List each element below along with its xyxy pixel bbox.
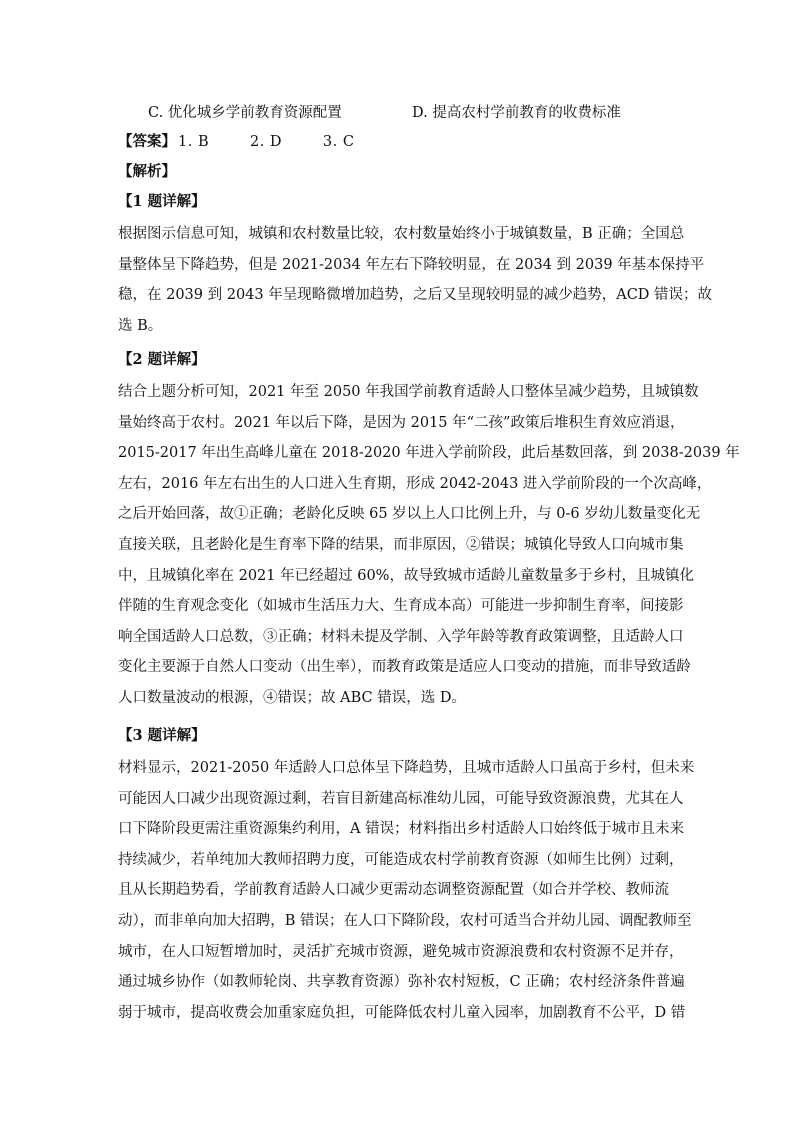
q3-line: 口下降阶段更需注重资源集约利用，A 错误；材料指出乡村适龄人口始终低于城市且未来 [118,821,685,838]
q1-line: 稳，在 2039 到 2043 年呈现略微增加趋势，之后又呈现较明显的减少趋势，ACD 错误；故 [118,287,713,304]
answer-label: 【答案】 [118,133,176,150]
q2-line: 2015-2017 年出生高峰儿童在 2018-2020 年进入学前阶段，此后基数回落，到 2038-2039 年 [118,445,740,462]
q3-heading: 【3 题详解】 [118,727,206,744]
options-row [148,100,708,126]
option-d: D. 提高农村学前教育的收费标准 [412,105,621,121]
q3-line: 动），而非单向加大招聘，B 错误；在人口下降阶段，农村可适当合并幼儿园、调配教师至 [118,912,692,929]
q3-line: 且从长期趋势看，学前教育适龄人口减少更需动态调整资源配置（如合并学校、教师流 [118,882,669,899]
q2-line: 中，且城镇化率在 2021 年已经超过 60%，故导致城市适龄儿童数量多于乡村，且城镇化 [118,567,694,584]
answer-line [118,128,354,156]
analysis-heading: 【解析】 [118,163,176,180]
q1-heading: 【1 题详解】 [118,193,206,210]
answer-value: 1. B 2. D 3. C [178,134,355,150]
q2-line: 响全国适龄人口总数，③正确；材料未提及学制、入学年龄等教育政策调整，且适龄人口 [118,628,684,645]
q2-line: 结合上题分析可知，2021 年至 2050 年我国学前教育适龄人口整体呈减少趋势，且城镇数 [118,384,699,400]
q3-line: 材料显示，2021-2050 年适龄人口总体呈下降趋势，且城市适龄人口虽高于乡村，但未来 [118,760,695,776]
q3-line: 通过城乡协作（如教师轮岗、共享教育资源）弥补农村短板，C 正确；农村经济条件普遍 [118,974,685,991]
q2-line: 人口数量波动的根源，④错误；故 ABC 错误，选 D。 [118,689,466,706]
q2-line: 之后开始回落，故①正确；老龄化反映 65 岁以上人口比例上升，与 0-6 岁幼儿数量变化无 [118,506,701,523]
q2-paragraph [118,377,740,714]
q2-heading: 【2 题详解】 [118,351,206,368]
q3-paragraph [118,753,695,1028]
option-c: C. 优化城乡学前教育资源配置 [148,105,342,121]
q2-line: 量始终高于农村。2021 年以后下降，是因为 2015 年“二孩”政策后堆积生育效应消退， [118,414,685,431]
q2-line: 伴随的生育观念变化（如城市生活压力大、生育成本高）可能进一步抑制生育率，间接影 [118,598,684,615]
q3-line: 城市，在人口短暂增加时，灵活扩充城市资源，避免城市资源浪费和农村资源不足并存， [118,943,684,960]
q3-line: 弱于城市，提高收费会加重家庭负担，可能降低农村儿童入园率，加剧教育不公平，D 错 [118,1004,686,1021]
q2-line: 左右，2016 年左右出生的人口进入生育期，形成 2042-2043 进入学前阶段的一个次高峰， [118,475,712,492]
q1-line: 量整体呈下降趋势，但是 2021-2034 年左右下降较明显，在 2034 到 2039 年基本保持平 [118,256,705,273]
q2-line: 变化主要源于自然人口变动（出生率），而教育政策是适应人口变动的措施，而非导致适龄 [118,659,691,676]
q1-paragraph [118,219,713,341]
q1-line: 选 B。 [118,317,163,334]
q3-line: 持续减少，若单纯加大教师招聘力度，可能造成农村学前教育资源（如师生比例）过剩， [118,851,684,868]
q2-line: 直接关联，且老龄化是生育率下降的结果，而非原因，②错误；城镇化导致人口向城市集 [118,536,684,553]
q1-line: 根据图示信息可知，城镇和农村数量比较，农村数量始终小于城镇数量，B 正确；全国总 [118,226,685,242]
q3-line: 可能因人口减少出现资源过剩，若盲目新建高标准幼儿园，可能导致资源浪费，尤其在人 [118,790,684,807]
